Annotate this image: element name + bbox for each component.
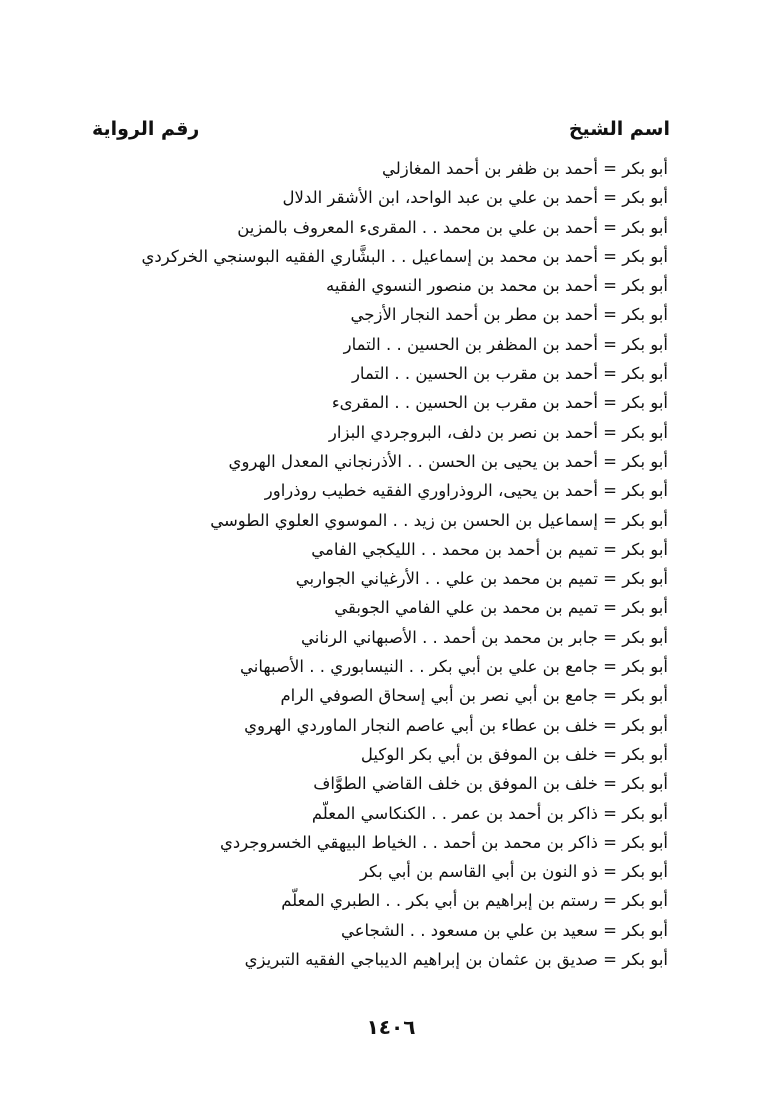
list-item: أبو بكر = أحمد بن المظفر بن الحسين . . التمار	[343, 334, 668, 354]
list-item: أبو بكر = ذاكر بن أحمد بن عمر . . الكنكاسي المعلّم	[311, 803, 668, 823]
list-item: أبو بكر = أحمد بن محمد بن إسماعيل . . البشَّاري الفقيه البوسنجي الخركردي	[141, 246, 668, 266]
header-sheikh-name: اسم الشيخ	[568, 118, 670, 140]
list-item: أبو بكر = صديق بن عثمان بن إبراهيم الديباجي الفقيه التبريزي	[244, 950, 668, 970]
list-item: أبو بكر = سعيد بن علي بن مسعود . . الشجاعي	[340, 920, 668, 940]
header-narration-number: رقم الرواية	[92, 118, 200, 140]
list-item: أبو بكر = أحمد بن ظفر بن أحمد المغازلي	[381, 159, 668, 178]
list-item: أبو بكر = رستم بن إبراهيم بن أبي بكر . . الطبري المعلّم	[281, 891, 668, 911]
page-number: ١٤٠٦	[366, 1015, 416, 1039]
list-item: أبو بكر = جامع بن أبي نصر بن أبي إسحاق الصوفي الرام	[280, 686, 668, 706]
sheikh-name-list	[141, 154, 668, 974]
list-item: أبو بكر = جابر بن محمد بن أحمد . . الأصبهاني الرناني	[300, 627, 668, 647]
column-headers	[92, 114, 670, 146]
list-item: أبو بكر = تميم بن أحمد بن محمد . . الليكجي الفامي	[311, 539, 668, 559]
list-item: أبو بكر = تميم بن محمد بن علي الفامي الجوبقي	[334, 598, 668, 618]
list-item: أبو بكر = جامع بن علي بن أبي بكر . . النيسابوري . . الأصبهاني	[240, 657, 668, 677]
list-item: أبو بكر = إسماعيل بن الحسن بن زيد . . الموسوي العلوي الطوسي	[210, 510, 668, 530]
list-item: أبو بكر = خلف بن عطاء بن أبي عاصم النجار الماوردي الهروي	[244, 715, 668, 735]
list-item: أبو بكر = أحمد بن يحيى بن الحسن . . الأذرنجاني المعدل الهروي	[228, 451, 668, 471]
list-item: أبو بكر = ذاكر بن محمد بن أحمد . . الخياط البيهقي الخسروجردي	[219, 832, 668, 852]
list-item: أبو بكر = أحمد بن علي بن عبد الواحد، ابن الأشقر الدلال	[282, 188, 668, 208]
list-item: أبو بكر = أحمد بن مقرب بن الحسين . . المقرىء	[331, 393, 668, 413]
list-item: أبو بكر = أحمد بن يحيى، الروذراوري الفقيه خطيب روذراور	[264, 481, 668, 501]
list-item: أبو بكر = أحمد بن محمد بن منصور النسوي الفقيه	[325, 276, 668, 296]
list-item: أبو بكر = أحمد بن مقرب بن الحسين . . التمار	[351, 364, 668, 384]
list-item: أبو بكر = ذو النون بن أبي القاسم بن أبي بكر	[359, 862, 668, 882]
list-item: أبو بكر = أحمد بن نصر بن دلف، البروجردي البزار	[328, 422, 668, 442]
list-item: أبو بكر = خلف بن الموفق بن أبي بكر الوكيل	[360, 744, 668, 764]
list-item: أبو بكر = أحمد بن مطر بن أحمد النجار الأزجي	[350, 305, 668, 325]
list-item: أبو بكر = تميم بن محمد بن علي . . الأرغياني الجواربي	[295, 569, 668, 589]
list-item: أبو بكر = أحمد بن علي بن محمد . . المقرىء المعروف بالمزين	[237, 217, 668, 237]
list-item: أبو بكر = خلف بن الموفق بن خلف القاضي الطوَّاف	[313, 774, 668, 794]
